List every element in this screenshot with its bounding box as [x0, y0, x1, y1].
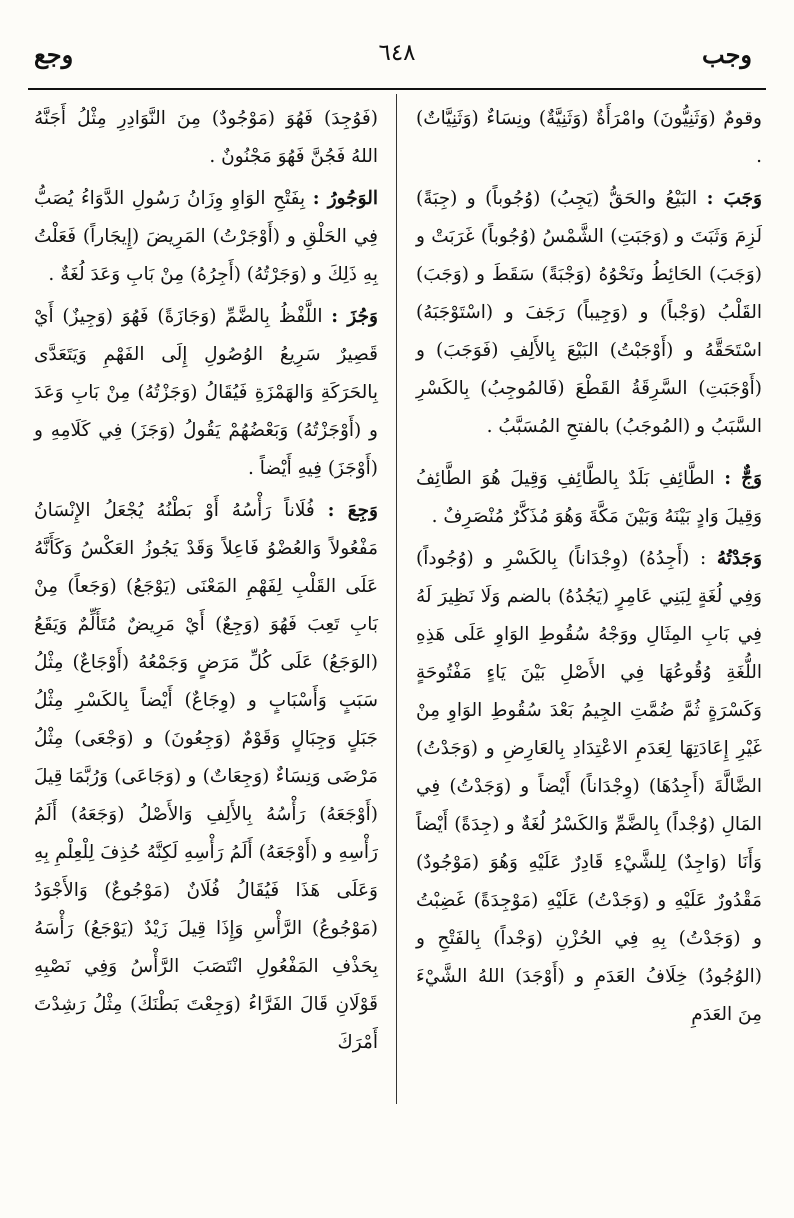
header-rule [28, 88, 766, 90]
entry-headword: وَجَدْتُهُ [716, 548, 762, 569]
entry-headword: وَجِعَ : [327, 500, 378, 521]
entry-wajuza [34, 298, 378, 488]
entry-text: فُلَاناً رَأْسُهُ أَوْ بَطْنُهُ يُجْعَلُ الإِنْسَانُ مَفْعُولاً وَالعُضْوُ فَاعِلاً وَقَدْ يَجُوزُ العَكْسُ وَكَأَنَّهُ عَلَى القَلْبِ لِفَهْمِ المَعْنَى (يَوْجَعُ) (وَجَعاً) مِنْ بَابِ تَعِبَ فَهُوَ (وَجِعٌ) أَيْ مَرِيضٌ مُتَأَلِّمٌ وَيَقَعُ (الوَجَعُ) عَلَى كُلِّ مَرَضٍ وَجَمْعُهُ (أَوْجَاعٌ) مِثْلُ سَبَبٍ وَأَسْبَابٍ و (وِجَاعٌ) أَيْضاً بِالكَسْرِ مِثْلُ جَبَلٍ وَجِبَالٍ وَقَوْمٌ (وَجِعُونَ) و (وَجْعَى) مِثْلُ مَرْضَى وَنِسَاءٌ (وَجِعَاتٌ) و (وَجَاعَى) وَرُبَّمَا قِيلَ (أَوْجَعَهُ) رَأْسُهُ بِالأَلِفِ وَالأَصْلُ (وَجَعَهُ) أَلَمُ رَأْسِهِ و (أَوْجَعَهُ) أَلَمُ رَأْسِهِ لَكِنَّهُ حُذِفَ لِلْعِلْمِ بِهِ وَعَلَى هَذَا فَيُقَالُ فُلَانٌ (مَوْجُوعٌ) وَالأَجْوَدُ (مَوْجُوعُ) الرَّأْسِ وَإِذَا قِيلَ زَيْدٌ (يَوْجَعُ) رَأْسَهُ بِحَذْفِ المَفْعُولِ انْتَصَبَ الرَّأْسُ وَفِي نَصْبِهِ قَوْلَانِ قَالَ الفَرَّاءُ (وَجِعْتَ بَطْنَكَ) مِثْلُ رَشِدْتَ أَمْرَكَ [34, 500, 378, 1053]
entry-waji-a [34, 492, 378, 1062]
entry-headword: وَجٌّ : [724, 468, 762, 489]
right-column [416, 100, 762, 1038]
entry-alwajur [34, 180, 378, 294]
page-header [28, 40, 766, 80]
entry-text: بِفَتْحِ الوَاوِ وِزَانُ رَسُولِ الدَّوَاءُ يُصَبُّ فِي الحَلْقِ و (أَوْجَرْتُ) المَرِيضَ (إِيجَاراً) فَعَلْتُ بِهِ ذَلِكَ و (وَجَرْتُهُ) (أَجِرُهُ) مِنْ بَابِ وَعَدَ لُغَةٌ . [34, 188, 378, 285]
header-last-word: وجع [34, 40, 74, 69]
column-divider [396, 94, 397, 1104]
entry-wajadtuhu [416, 540, 762, 1034]
left-column [34, 100, 378, 1066]
entry-text: اللَّفْظُ بِالضَّمِّ (وَجَازَةً) فَهُوَ (وَجِيزٌ) أَيْ قَصِيرٌ سَرِيعُ الوُصُولِ إِلَى الفَهْمِ وَيَتَعَدَّى بِالحَرَكَةِ وَالهَمْزَةِ فَيُقَالُ (وَجَزْتُهُ) مِنْ بَابِ وَعَدَ و (أَوْجَزْتُهُ) وَبَعْضُهُمْ يَقُولُ (وَجَزَ) فِي كَلَامِهِ و (أَوْجَزَ) فِيهِ أَيْضاً . [34, 306, 378, 479]
entry-wathaniyyun [416, 100, 762, 176]
entry-fawujida [34, 100, 378, 176]
header-first-word: وجب [702, 40, 752, 69]
entry-wajj [416, 460, 762, 536]
entry-text: : (أَجِدُهُ) (وِجْدَاناً) بِالكَسْرِ و (وُجُوداً) وَفِي لُغَةٍ لِبَنِي عَامِرٍ (يَجُدُهُ) بالضم وَلَا نَظِيرَ لَهُ فِي بَابِ المِثَالِ ووَجْهُ سُقُوطِ الوَاوِ عَلَى هَذِهِ اللُّغَةِ وُقُوعُهَا فِي الأَصْلِ بَيْنَ يَاءٍ مَفْتُوحَةٍ وَكَسْرَةٍ ثُمَّ ضُمَّتِ الجِيمُ بَعْدَ سُقُوطِ الوَاوِ مِنْ غَيْرِ إِعَادَتِهَا لِعَدَمِ الاعْتِدَادِ بِالعَارِضِ و (وَجَدْتُ) الضَّالَّةَ (أَجِدُهَا) (وِجْدَاناً) أَيْضاً و (وَجَدْتُ) فِي المَالِ (وُجْداً) بِالضَّمِّ وَالكَسْرُ لُغَةٌ و (جِدَةً) أَيْضاً وَأَنَا (وَاجِدٌ) لِلشَّيْءِ قَادِرٌ عَلَيْهِ وَهُوَ (مَوْجُودٌ) مَقْدُورٌ عَلَيْهِ و (وَجَدْتُ) عَلَيْهِ (مَوْجِدَةً) غَضِبْتُ و (وَجَدْتُ) بِهِ فِي الحُزْنِ (وَجْداً) بِالفَتْحِ و (الوُجُودُ) خِلَافُ العَدَمِ و (أَوْجَدَ) اللهُ الشَّيْءَ مِنَ العَدَمِ [416, 548, 762, 1025]
entry-headword: الوَجُورُ : [312, 188, 378, 209]
entry-headword: وَجَبَ : [706, 188, 762, 209]
entry-text: البَيْعُ والحَقُّ (يَجِبُ) (وُجُوباً) و (جِبَةً) لَزِمَ وَثَبَتَ و (وَجَبَتِ) الشَّمْسُ (وُجُوباً) غَرَبَتْ و (وَجَبَ) الحَائِطُ ونَحْوُهُ (وَجْبَةً) سَقَطَ و (وَجَبَ) القَلْبُ (وَجْباً) و (وَجِيباً) رَجَفَ و (اسْتَوْجَبَهُ) اسْتَحَقَّهُ و (أَوْجَبْتُ) البَيْعَ بِالأَلِفِ (فَوَجَبَ) و (أَوْجَبَتِ) السَّرِقَةُ القَطْعَ (فَالمُوجِبُ) بِالكَسْرِ السَّبَبُ و (المُوجَبُ) بالفتحِ المُسَبَّبُ . [416, 188, 762, 437]
entry-text: وقومٌ (وَثَنِيُّونَ) وامْرَأَةٌ (وَثَنِيَّةٌ) ونِسَاءٌ (وَثَنِيَّاتٌ) . [416, 108, 762, 167]
entry-wajaba [416, 180, 762, 446]
page-number: ٦٤٨ [378, 40, 416, 66]
entry-text: الطَّائِفِ بَلَدٌ بِالطَّائِفِ وَقِيلَ هُوَ الطَّائِفُ وَقِيلَ وَادٍ بَيْنَهُ وَبَيْنَ مَكَّةَ وَهُوَ مُذَكَّرٌ مُنْصَرِفٌ . [416, 468, 762, 527]
entry-text: (فَوُجِدَ) فَهُوَ (مَوْجُودٌ) مِنَ النَّوَادِرِ مِثْلُ أَجَنَّهُ اللهُ فَجُنَّ فَهُوَ مَجْنُونٌ . [34, 108, 378, 167]
entry-headword: وَجُزَ : [331, 306, 378, 327]
